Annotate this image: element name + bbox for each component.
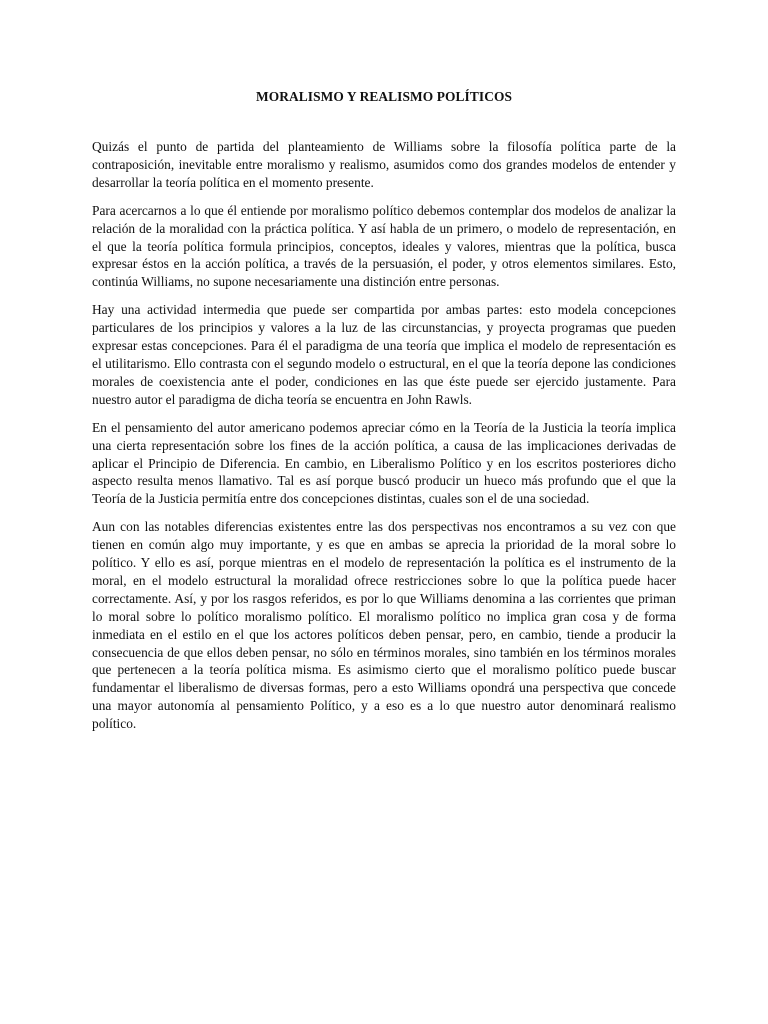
document-title: MORALISMO Y REALISMO POLÍTICOS [255,89,513,104]
paragraph-2: Para acercarnos a lo que él entiende por moralismo político debemos contemplar dos modelos de analizar la relación de la moralidad con la práctica política. Y así habla de un primero, o modelo de representación, en el que la teoría política formula principios, conceptos, ideales y valores, mientras que la política, busca expresar éstos en la acción política, a través de la persuasión, el poder, y otros elementos similares. Esto, continúa Williams, no supone necesariamente una distinción entre personas. [92,202,676,290]
paragraph-3: Hay una actividad intermedia que puede ser compartida por ambas partes: esto modela concepciones particulares de los principios y valores a la luz de las circunstancias, y proyecta programas que pueden expresar estas concepciones. Para él el paradigma de una teoría que implica el modelo de representación es el utilitarismo. Ello contrasta con el segundo modelo o estructural, en el que la teoría depone las condiciones morales de coexistencia ante el poder, condiciones en las que éste puede ser ejercido justamente. Para nuestro autor el paradigma de dicha teoría se encuentra en John Rawls. [92,302,676,407]
document-page [92,88,676,743]
paragraph-5: Aun con las notables diferencias existentes entre las dos perspectivas nos encontramos a su vez con que tienen en común algo muy importante, y es que en ambas se aprecia la prioridad de la moral sobre lo político. Y ello es así, porque mientras en el modelo de representación la política es el instrumento de la moral, en el modelo estructural la moralidad ofrece restricciones sobre lo que la política puede hacer correctamente. Así, y por los rasgos referidos, es por lo que Williams denomina a las corrientes que priman lo moral sobre lo político moralismo político. El moralismo político no implica gran cosa y de forma inmediata en el estilo en el que los actores políticos deben pensar, pero, en cambio, tiende a producir la consecuencia de que ellos deben pensar, no sólo en términos morales, sino también en los términos morales que pertenecen a la teoría política misma. Es asimismo cierto que el moralismo político puede buscar fundamentar el liberalismo de diversas formas, pero a esto Williams opondrá una perspectiva que concede una mayor autonomía al pensamiento Político, y a eso es a lo que nuestro autor denominará realismo político. [92,519,676,732]
paragraph-4: En el pensamiento del autor americano podemos apreciar cómo en la Teoría de la Justicia la teoría implica una cierta representación sobre los fines de la acción política, a causa de las implicaciones derivadas de aplicar el Principio de Diferencia. En cambio, en Liberalismo Político y en los escritos posteriores dicho aspecto resulta menos llamativo. Tal es así porque buscó producir un hueco más profundo que el que la Teoría de la Justicia permitía entre dos concepciones distintas, cuales son el de una sociedad. [92,419,676,507]
paragraph-1: Quizás el punto de partida del planteamiento de Williams sobre la filosofía política parte de la contraposición, inevitable entre moralismo y realismo, asumidos como dos grandes modelos de entender y desarrollar la teoría política en el momento presente. [92,139,676,190]
